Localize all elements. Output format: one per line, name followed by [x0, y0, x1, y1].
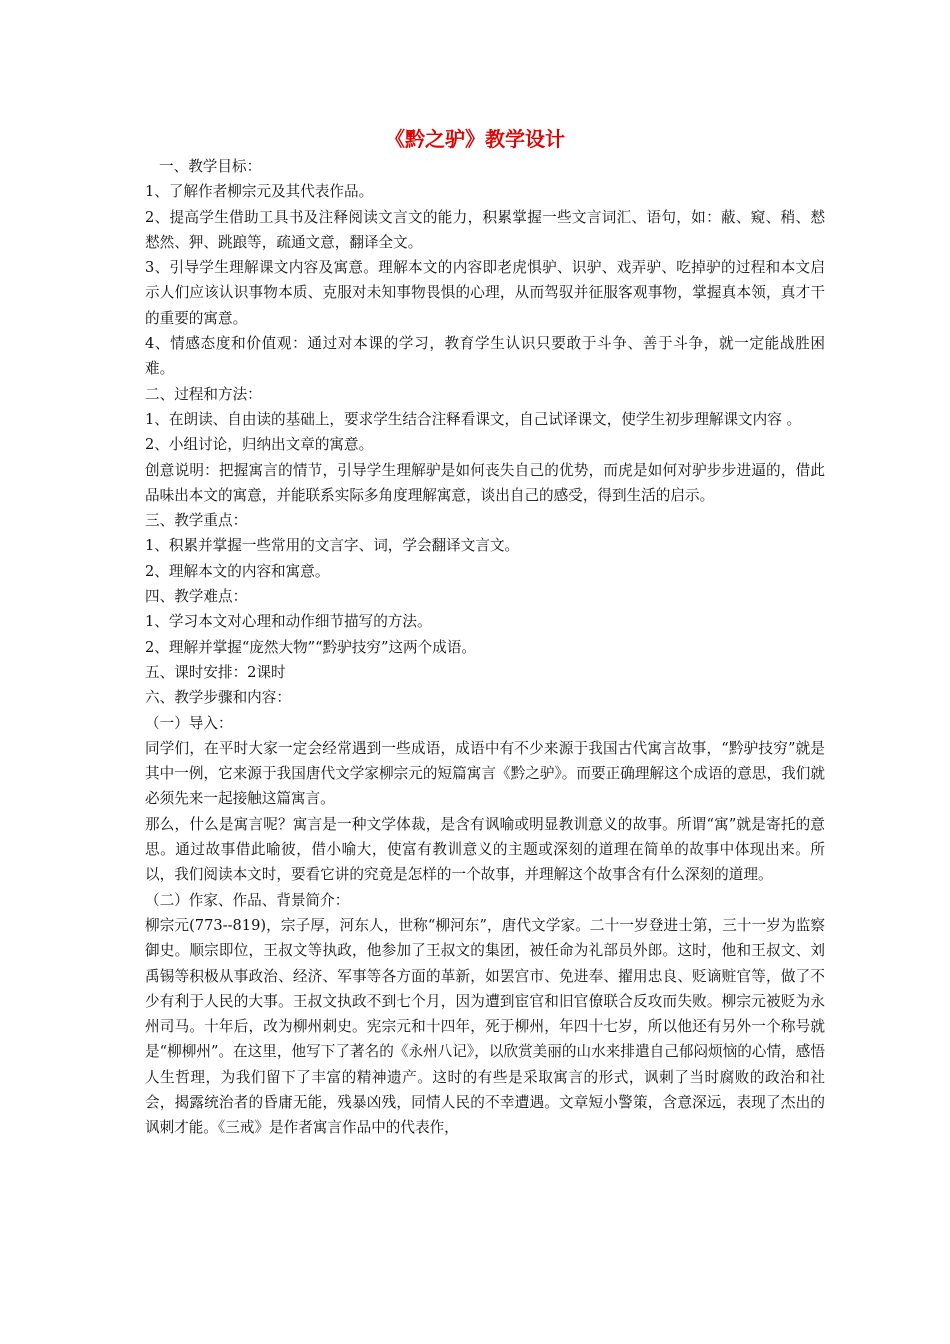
paragraph: 创意说明：把握寓言的情节，引导学生理解驴是如何丧失自己的优势，而虎是如何对驴步步进逼的，借此品味出本文的寓意，并能联系实际多角度理解寓意，谈出自己的感受，得到生活的启示。 [145, 461, 825, 504]
paragraph: 1、学习本文对心理和动作细节描写的方法。 [145, 613, 432, 631]
document-title: 《黔之驴》教学设计 [385, 127, 565, 151]
paragraph: 那么，什么是寓言呢？寓言是一种文学体裁，是含有讽喻或明显教训意义的故事。所谓“寓”就是寄托的意思。通过故事借此喻彼，借小喻大，使富有教训意义的主题或深刻的道理在简单的故事中体现出来。所以，我们阅读本文时，要看它讲的究竟是怎样的一个故事，并理解这个故事含有什么深刻的道理。 [145, 815, 825, 884]
document-body [145, 154, 825, 1141]
paragraph: 1、积累并掌握一些常用的文言字、词，学会翻译文言文。 [145, 537, 520, 555]
paragraph: （二）作家、作品、背景简介： [145, 891, 350, 909]
paragraph: 柳宗元(773--819)，宗子厚，河东人，世称“柳河东”，唐代文学家。二十一岁登进士第，三十一岁为监察御史。顺宗即位，王叔文等执政，他参加了王叔文的集团，被任命为礼部员外郎。这时，他和王叔文、刘禹锡等积极从事政治、经济、军事等各方面的革新，如罢宫市、免进奉、擢用忠良、贬谪赃官等，做了不少有利于人民的大事。王叔文执政不到七个月，因为遭到宦官和旧官僚联合反攻而失败。柳宗元被贬为永州司马。十年后，改为柳州刺史。宪宗元和十四年，死于柳州，年四十七岁，所以他还有另外一个称号就是“柳柳州”。在这里，他写下了著名的《永州八记》，以欣赏美丽的山水来排遣自己郁闷烦恼的心情，感悟人生哲理，为我们留下了丰富的精神遗产。这时的有些是采取寓言的形式，讽刺了当时腐败的政治和社会，揭露统治者的昏庸无能，残暴凶残，同情人民的不幸遭遇。文章短小警策，含意深远，表现了杰出的讽刺才能。《三戒》是作者寓言作品中的代表作， [145, 916, 825, 1137]
paragraph: 2、理解本文的内容和寓意。 [145, 562, 330, 580]
paragraph: 一、教学目标： [159, 158, 262, 175]
paragraph: 1、在朗读、自由读的基础上，要求学生结合注释看课文，自己试译课文，使学生初步理解课文内容 。 [145, 410, 802, 428]
paragraph: （一）导入： [145, 714, 233, 732]
paragraph: 2、提高学生借助工具书及注释阅读文言文的能力，积累掌握一些文言词汇、语句，如：蔽、窥、稍、慭慭然、狎、跳踉等，疏通文意，翻译全文。 [145, 208, 825, 251]
paragraph: 五、课时安排：2课时 [145, 663, 286, 681]
paragraph: 同学们，在平时大家一定会经常遇到一些成语，成语中有不少来源于我国古代寓言故事，“黔驴技穷”就是其中一例，它来源于我国唐代文学家柳宗元的短篇寓言《黔之驴》。而要正确理解这个成语的意思，我们就必须先来一起接触这篇寓言。 [145, 739, 825, 808]
paragraph: 1、了解作者柳宗元及其代表作品。 [145, 183, 374, 201]
paragraph: 二、过程和方法： [145, 385, 262, 403]
paragraph: 六、教学步骤和内容： [145, 689, 291, 707]
paragraph: 3、引导学生理解课文内容及寓意。理解本文的内容即老虎惧驴、识驴、戏弄驴、吃掉驴的过程和本文启示人们应该认识事物本质、克服对未知事物畏惧的心理，从而驾驭并征服客观事物，掌握真本领，真才干的重要的寓意。 [145, 259, 825, 327]
paragraph: 2、理解并掌握“庞然大物”“黔驴技穷”这两个成语。 [145, 638, 477, 656]
paragraph: 2、小组讨论，归纳出文章的寓意。 [145, 436, 374, 454]
paragraph: 四、教学难点： [145, 588, 248, 606]
paragraph: 三、教学重点： [145, 512, 248, 530]
paragraph: 4、情感态度和价值观：通过对本课的学习，教育学生认识只要敢于斗争、善于斗争，就一定能战胜困难。 [145, 335, 825, 378]
